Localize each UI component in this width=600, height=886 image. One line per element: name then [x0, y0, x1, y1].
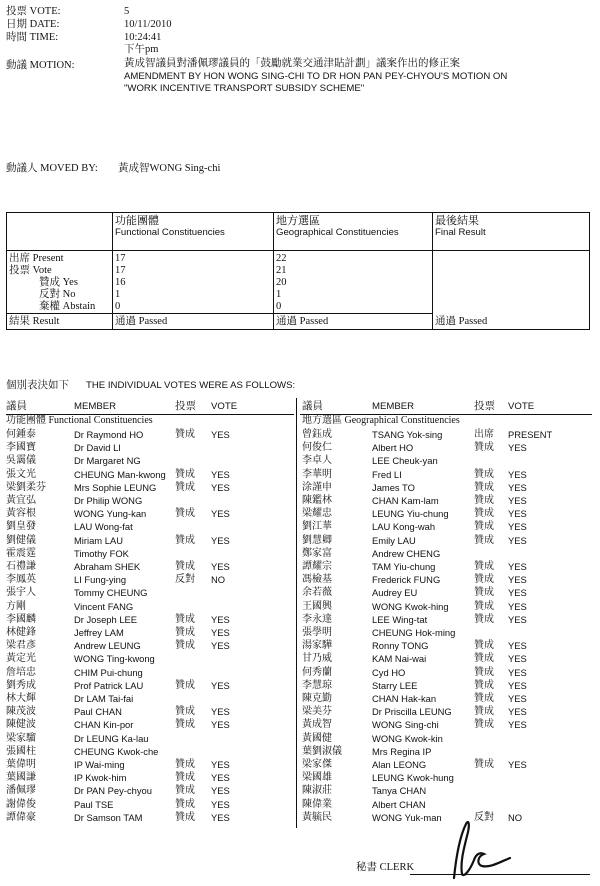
vote-zh: 贊成: [175, 481, 195, 493]
vote-zh: 贊成: [474, 600, 494, 612]
vote-value: 5: [124, 6, 130, 17]
member-name-zh: 何鍾泰: [6, 429, 36, 440]
member-name-zh: 陳健波: [6, 719, 36, 731]
member-name-en: Paul CHAN: [74, 706, 122, 718]
vote-zh: 贊成: [175, 785, 195, 797]
member-name-zh: 張文光: [6, 468, 36, 480]
member-name-en: Mrs Sophie LEUNG: [74, 481, 157, 493]
member-name-zh: 湯家驊: [302, 640, 332, 652]
member-name-zh: 謝偉俊: [6, 798, 36, 810]
fc-yes: 16: [115, 277, 126, 288]
vote-en: YES: [211, 468, 230, 480]
member-name-en: WONG Kwok-kin: [372, 732, 443, 744]
member-name-zh: 陳偉業: [302, 798, 332, 810]
col-head-fc-zh: 功能團體: [115, 215, 159, 227]
vote-en: YES: [508, 719, 527, 731]
member-name-zh: 潘佩璆: [6, 785, 36, 797]
member-name-zh: 李鳳英: [6, 574, 36, 586]
vote-zh: 贊成: [474, 693, 494, 704]
member-name-zh: 譚耀宗: [302, 561, 332, 572]
member-name-zh: 霍震霆: [6, 547, 36, 559]
vote-en: NO: [508, 811, 523, 823]
member-name-en: Starry LEE: [372, 679, 418, 691]
row-label-yes: 贊成 Yes: [39, 277, 78, 288]
row-label-no: 反對 No: [39, 289, 76, 300]
vote-en: YES: [211, 627, 230, 638]
member-name-en: Alan LEONG: [372, 759, 427, 770]
member-name-zh: 葉國謙: [6, 772, 36, 784]
col-head-final-en: Final Result: [435, 227, 486, 238]
member-name-en: WONG Yung-kan: [74, 508, 147, 520]
vote-en: YES: [508, 534, 527, 546]
member-name-en: WONG Yuk-man: [372, 811, 442, 823]
vote-en: YES: [508, 693, 527, 704]
member-name-zh: 梁國雄: [302, 772, 332, 784]
member-name-zh: 黃國健: [302, 732, 332, 744]
vote-en: YES: [211, 759, 230, 770]
member-name-en: Fred LI: [372, 468, 402, 480]
vote-zh: 贊成: [474, 587, 494, 599]
member-name-zh: 劉慧卿: [302, 534, 332, 546]
member-name-zh: 黃定光: [6, 653, 36, 665]
vote-zh: 贊成: [175, 706, 195, 718]
member-name-en: LEE Cheuk-yan: [372, 455, 438, 467]
vote-en: YES: [211, 706, 230, 718]
member-name-zh: 甘乃威: [302, 653, 332, 665]
member-name-zh: 李華明: [302, 468, 332, 480]
member-name-zh: 葉偉明: [6, 759, 36, 770]
member-name-zh: 馮檢基: [302, 574, 332, 586]
vote-zh: 贊成: [474, 561, 494, 572]
member-name-en: Paul TSE: [74, 798, 114, 810]
member-name-en: CHIM Pui-chung: [74, 666, 143, 678]
member-name-en: IP Wai-ming: [74, 759, 125, 770]
member-name-en: Audrey EU: [372, 587, 418, 599]
vote-zh: 贊成: [474, 666, 494, 678]
member-name-en: James TO: [372, 481, 415, 493]
vote-en: YES: [211, 785, 230, 797]
member-name-zh: 曾鈺成: [302, 429, 332, 440]
vote-en: YES: [211, 640, 230, 652]
fc-vote: 17: [115, 265, 126, 276]
col-head-fc: [115, 215, 225, 239]
fc-present: 17: [115, 253, 126, 264]
vote-zh: 贊成: [474, 442, 494, 454]
gc-head-vote-en: VOTE: [508, 401, 535, 412]
vote-en: YES: [508, 759, 527, 770]
fc-head-member-en: MEMBER: [74, 401, 117, 412]
vote-zh: 贊成: [175, 798, 195, 810]
final-result: 通過 Passed: [435, 316, 488, 327]
gc-section-title: 地方選區 Geographical Constituencies: [302, 415, 460, 426]
member-name-en: Tanya CHAN: [372, 785, 427, 797]
vote-zh: 贊成: [175, 759, 195, 770]
col-head-gc-en: Geographical Constituencies: [276, 227, 399, 238]
motion-text-zh: 黃成智議員對潘佩璆議員的「鼓勵就業交通津貼計劃」議案作出的修正案: [124, 58, 460, 69]
column-divider: [296, 398, 297, 828]
vote-zh: 出席: [474, 429, 494, 440]
member-name-zh: 鄭家富: [302, 547, 332, 559]
moved-by-label: 動議人 MOVED BY:: [6, 163, 98, 174]
fc-section-title: 功能團體 Functional Constituencies: [6, 415, 153, 426]
member-name-zh: 李慧琼: [302, 679, 332, 691]
member-name-en: Jeffrey LAM: [74, 627, 124, 638]
vote-zh: 贊成: [175, 640, 195, 652]
vote-en: YES: [211, 561, 230, 572]
member-name-en: Vincent FANG: [74, 600, 134, 612]
member-name-en: TAM Yiu-chung: [372, 561, 436, 572]
vote-en: YES: [508, 561, 527, 572]
gc-yes: 20: [276, 277, 287, 288]
vote-zh: 反對: [175, 574, 195, 586]
gc-head-member-zh: 議員: [302, 401, 323, 412]
member-name-en: Ronny TONG: [372, 640, 429, 652]
fc-abstain: 0: [115, 301, 121, 312]
member-name-en: Dr LEUNG Ka-lau: [74, 732, 149, 744]
vote-en: YES: [211, 429, 230, 440]
member-name-zh: 劉秀成: [6, 679, 36, 691]
member-name-en: Emily LAU: [372, 534, 416, 546]
vote-en: YES: [211, 772, 230, 784]
gc-no: 1: [276, 289, 282, 300]
vote-en: YES: [211, 679, 230, 691]
member-name-zh: 黃宜弘: [6, 495, 36, 506]
member-name-en: Dr Samson TAM: [74, 811, 143, 823]
col-head-final: [435, 215, 486, 239]
vote-en: YES: [211, 719, 230, 731]
member-name-en: LEE Wing-tat: [372, 613, 428, 625]
vote-zh: 贊成: [175, 534, 195, 546]
row-label-present: 出席 Present: [9, 253, 64, 264]
votes-intro-en: THE INDIVIDUAL VOTES WERE AS FOLLOWS:: [86, 380, 296, 391]
vote-en: YES: [211, 613, 230, 625]
member-name-en: Tommy CHEUNG: [74, 587, 148, 599]
member-name-en: Albert CHAN: [372, 798, 426, 810]
member-name-zh: 王國興: [302, 600, 332, 612]
vote-zh: 贊成: [474, 508, 494, 520]
member-name-zh: 李永達: [302, 613, 332, 625]
summary-divider: [273, 213, 274, 329]
vote-zh: 贊成: [474, 719, 494, 731]
member-name-zh: 林健鋒: [6, 627, 36, 638]
member-name-zh: 張宇人: [6, 587, 36, 599]
vote-zh: 贊成: [175, 508, 195, 520]
vote-en: YES: [508, 613, 527, 625]
member-name-en: WONG Sing-chi: [372, 719, 439, 731]
vote-en: YES: [508, 706, 527, 718]
member-name-en: TSANG Yok-sing: [372, 429, 443, 440]
col-head-fc-en: Functional Constituencies: [115, 227, 225, 238]
vote-zh: 贊成: [474, 468, 494, 480]
vote-en: YES: [508, 442, 527, 454]
motion-text-en-2: "WORK INCENTIVE TRANSPORT SUBSIDY SCHEME": [124, 83, 365, 94]
member-name-zh: 梁耀忠: [302, 508, 332, 520]
col-head-gc: [276, 215, 399, 239]
member-name-en: Dr PAN Pey-chyou: [74, 785, 152, 797]
member-name-zh: 何秀蘭: [302, 666, 332, 678]
member-name-zh: 李國麟: [6, 613, 36, 625]
fc-no: 1: [115, 289, 121, 300]
vote-en: YES: [508, 666, 527, 678]
member-name-zh: 陳茂波: [6, 706, 36, 718]
vote-zh: 贊成: [175, 719, 195, 731]
member-name-en: Dr Raymond HO: [74, 429, 144, 440]
vote-en: YES: [508, 653, 527, 665]
votes-intro-zh: 個別表決如下: [6, 380, 69, 391]
member-name-zh: 涂謹申: [302, 481, 332, 493]
summary-header-rule: [7, 250, 589, 251]
member-name-en: LAU Wong-fat: [74, 521, 133, 533]
vote-zh: 贊成: [175, 627, 195, 638]
vote-en: YES: [508, 481, 527, 493]
summary-table: [6, 212, 590, 330]
vote-en: YES: [508, 468, 527, 480]
vote-zh: 贊成: [474, 679, 494, 691]
member-name-zh: 黃毓民: [302, 811, 332, 823]
member-name-en: IP Kwok-him: [74, 772, 127, 784]
member-name-en: LI Fung-ying: [74, 574, 127, 586]
motion-text-en-1: AMENDMENT BY HON WONG SING-CHI TO DR HON PAN PEY-CHYOU'S MOTION ON: [124, 71, 508, 82]
vote-en: YES: [508, 600, 527, 612]
clerk-signature: [440, 818, 530, 880]
member-name-en: Albert HO: [372, 442, 414, 454]
vote-en: YES: [211, 811, 230, 823]
gc-present: 22: [276, 253, 287, 264]
member-name-en: LEUNG Yiu-chung: [372, 508, 449, 520]
member-name-en: Andrew LEUNG: [74, 640, 141, 652]
member-name-zh: 詹培忠: [6, 666, 36, 678]
moved-by-value: 黃成智WONG Sing-chi: [118, 163, 221, 174]
vote-en: YES: [211, 798, 230, 810]
member-name-zh: 譚偉豪: [6, 811, 36, 823]
member-name-en: Abraham SHEK: [74, 561, 141, 572]
vote-en: YES: [508, 640, 527, 652]
member-name-en: KAM Nai-wai: [372, 653, 427, 665]
member-name-en: CHEUNG Hok-ming: [372, 627, 456, 638]
gc-head-vote-zh: 投票: [474, 401, 495, 412]
vote-zh: 贊成: [474, 706, 494, 718]
vote-zh: 贊成: [175, 429, 195, 440]
row-label-vote: 投票 Vote: [9, 265, 52, 276]
vote-en: YES: [211, 508, 230, 520]
member-name-en: CHAN Kin-por: [74, 719, 134, 731]
row-label-result: 結果 Result: [9, 316, 60, 327]
member-name-zh: 陳鑑林: [302, 495, 332, 506]
member-name-en: CHEUNG Kwok-che: [74, 745, 159, 757]
member-name-zh: 陳克勤: [302, 693, 332, 704]
col-head-final-zh: 最後結果: [435, 215, 479, 227]
member-name-en: Dr Joseph LEE: [74, 613, 138, 625]
member-name-en: Mrs Regina IP: [372, 745, 432, 757]
vote-zh: 贊成: [474, 574, 494, 586]
member-name-en: LEUNG Kwok-hung: [372, 772, 454, 784]
fc-head-vote-zh: 投票: [175, 401, 196, 412]
member-name-zh: 張國柱: [6, 745, 36, 757]
vote-zh: 贊成: [474, 481, 494, 493]
date-value: 10/11/2010: [124, 19, 172, 30]
member-name-zh: 李卓人: [302, 455, 332, 467]
member-name-en: Dr Margaret NG: [74, 455, 141, 467]
fc-head-member-zh: 議員: [6, 401, 27, 412]
member-name-zh: 黃成智: [302, 719, 332, 731]
member-name-en: Dr David LI: [74, 442, 121, 454]
vote-zh: 反對: [474, 811, 494, 823]
member-name-en: Dr Philip WONG: [74, 495, 143, 506]
vote-zh: 贊成: [474, 521, 494, 533]
gc-result: 通過 Passed: [276, 316, 329, 327]
member-name-zh: 梁君彥: [6, 640, 36, 652]
member-name-zh: 陳淑莊: [302, 785, 332, 797]
vote-en: YES: [508, 679, 527, 691]
member-name-en: CHEUNG Man-kwong: [74, 468, 166, 480]
vote-zh: 贊成: [175, 679, 195, 691]
member-name-en: WONG Kwok-hing: [372, 600, 449, 612]
member-name-zh: 梁家傑: [302, 759, 332, 770]
vote-en: YES: [508, 574, 527, 586]
summary-divider: [432, 213, 433, 329]
member-name-zh: 梁劉柔芬: [6, 481, 46, 493]
member-name-en: LAU Kong-wah: [372, 521, 436, 533]
gc-abstain: 0: [276, 301, 282, 312]
member-name-zh: 石禮謙: [6, 561, 36, 572]
member-name-en: CHAN Kam-lam: [372, 495, 439, 506]
vote-zh: 贊成: [175, 772, 195, 784]
vote-zh: 贊成: [474, 653, 494, 665]
gc-vote: 21: [276, 265, 287, 276]
member-name-en: WONG Ting-kwong: [74, 653, 155, 665]
member-name-zh: 劉江華: [302, 521, 332, 533]
member-name-zh: 方剛: [6, 600, 26, 612]
vote-en: YES: [508, 508, 527, 520]
vote-en: YES: [508, 587, 527, 599]
gc-head-member-en: MEMBER: [372, 401, 415, 412]
member-name-en: Cyd HO: [372, 666, 406, 678]
clerk-label: 秘書 CLERK: [356, 862, 415, 873]
vote-zh: 贊成: [474, 759, 494, 770]
vote-zh: 贊成: [175, 613, 195, 625]
member-name-zh: 吳靄儀: [6, 455, 36, 467]
vote-en: PRESENT: [508, 429, 553, 440]
member-name-zh: 黃容根: [6, 508, 36, 520]
time-value: 10:24:41 下午pm: [124, 32, 162, 55]
member-name-zh: 劉皇發: [6, 521, 36, 533]
vote-zh: 贊成: [175, 561, 195, 572]
member-name-zh: 何俊仁: [302, 442, 332, 454]
vote-zh: 贊成: [474, 613, 494, 625]
member-name-zh: 李國寶: [6, 442, 36, 454]
date-label: 日期 DATE:: [6, 19, 60, 30]
member-name-en: Timothy FOK: [74, 547, 129, 559]
vote-zh: 贊成: [474, 534, 494, 546]
row-label-abstain: 棄權 Abstain: [39, 301, 96, 312]
member-name-en: Dr LAM Tai-fai: [74, 693, 134, 704]
vote-zh: 贊成: [474, 640, 494, 652]
vote-en: YES: [508, 521, 527, 533]
vote-en: YES: [211, 481, 230, 493]
member-name-en: Andrew CHENG: [372, 547, 441, 559]
vote-zh: 贊成: [175, 468, 195, 480]
vote-label: 投票 VOTE:: [6, 6, 61, 17]
member-name-zh: 劉健儀: [6, 534, 36, 546]
member-name-zh: 梁家騮: [6, 732, 36, 744]
member-name-en: CHAN Hak-kan: [372, 693, 437, 704]
member-name-en: Dr Priscilla LEUNG: [372, 706, 452, 718]
fc-head-vote-en: VOTE: [211, 401, 238, 412]
member-name-en: Prof Patrick LAU: [74, 679, 144, 691]
member-name-en: Frederick FUNG: [372, 574, 441, 586]
vote-en: YES: [508, 495, 527, 506]
member-name-zh: 葉劉淑儀: [302, 745, 342, 757]
motion-label: 動議 MOTION:: [6, 60, 75, 71]
member-name-zh: 余若薇: [302, 587, 332, 599]
col-head-gc-zh: 地方選區: [276, 215, 320, 227]
summary-divider: [112, 213, 113, 329]
summary-result-rule: [7, 313, 432, 314]
vote-zh: 贊成: [474, 495, 494, 506]
member-name-zh: 梁美芬: [302, 706, 332, 718]
fc-result: 通過 Passed: [115, 316, 168, 327]
time-label: 時間 TIME:: [6, 32, 59, 43]
vote-zh: 贊成: [175, 811, 195, 823]
member-name-zh: 張學明: [302, 627, 332, 638]
member-name-en: Miriam LAU: [74, 534, 123, 546]
vote-en: YES: [211, 534, 230, 546]
vote-en: NO: [211, 574, 226, 586]
member-name-zh: 林大輝: [6, 693, 36, 704]
